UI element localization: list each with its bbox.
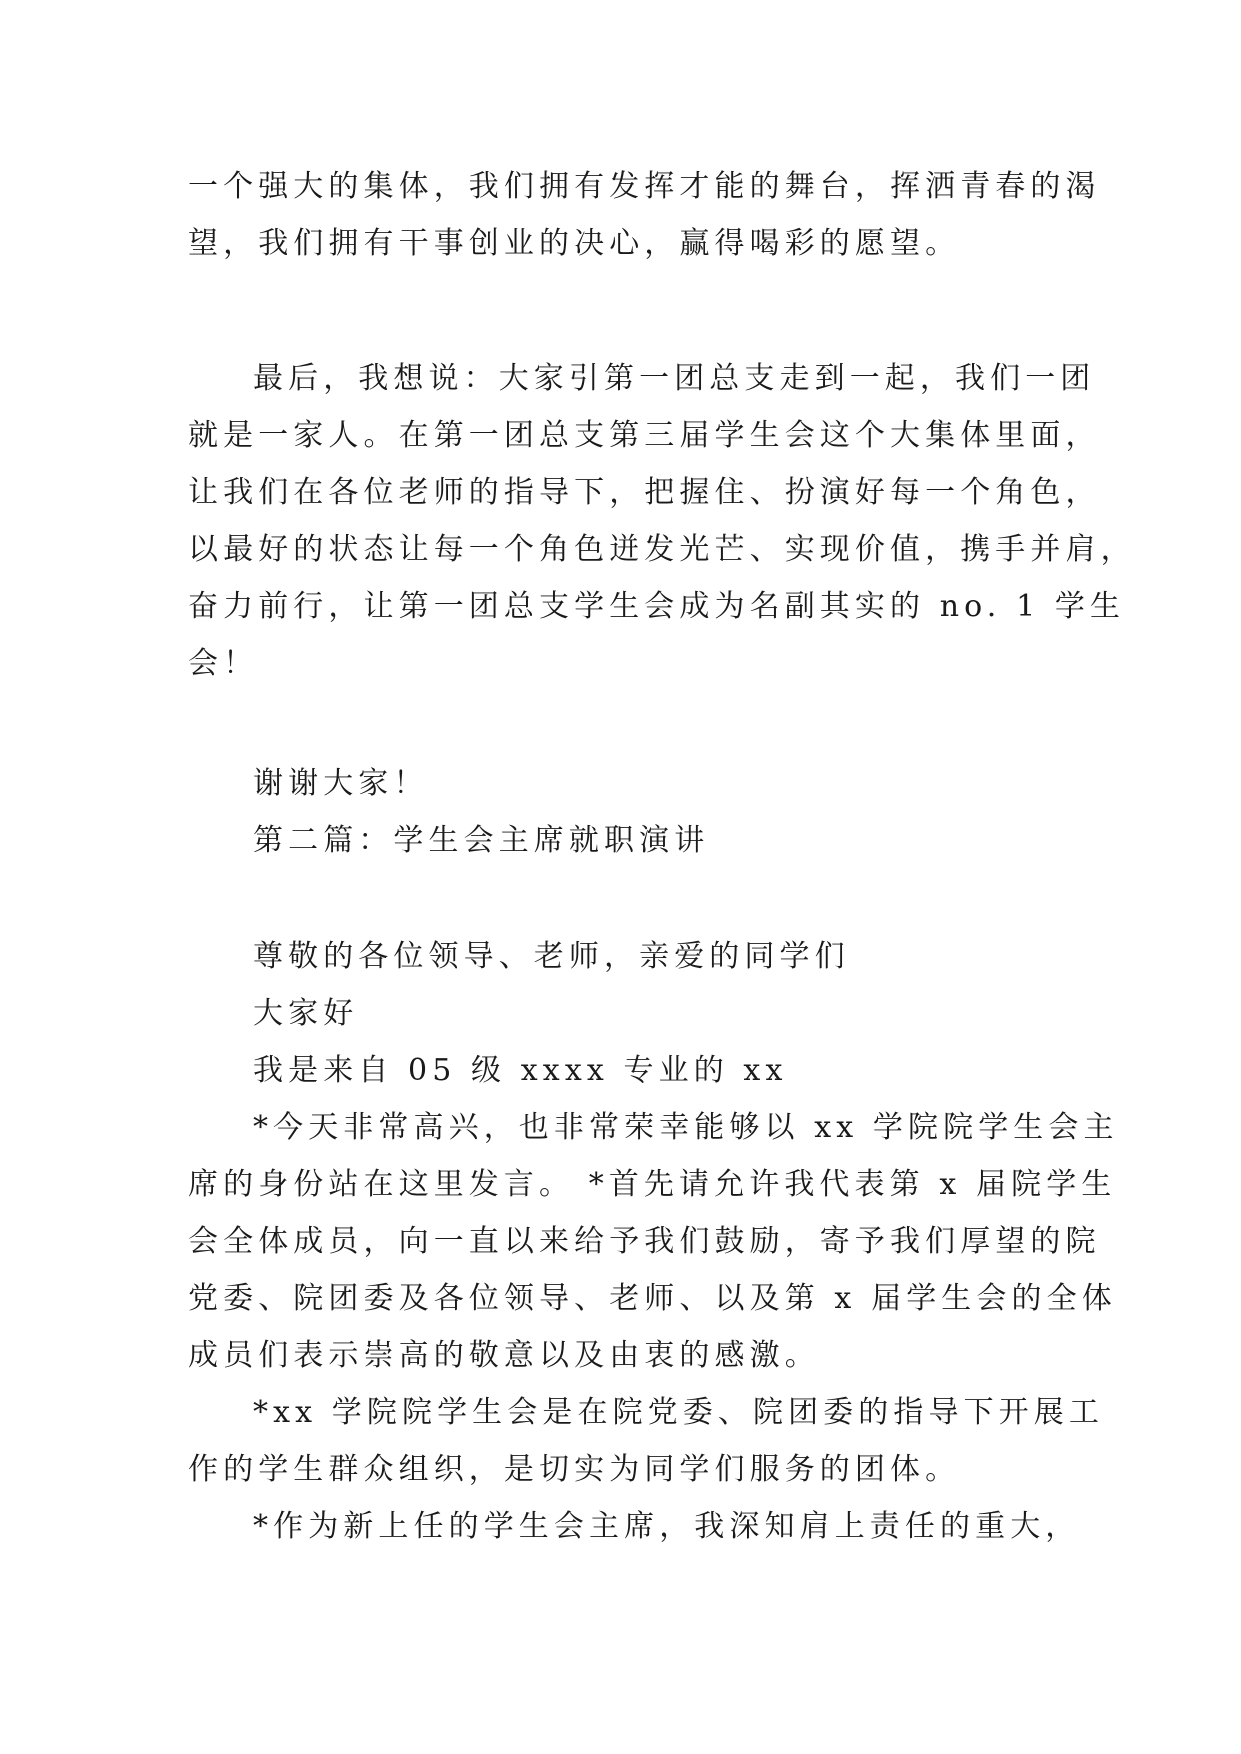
body-text-line: 一个强大的集体，我们拥有发挥才能的舞台，挥洒青春的渴 (188, 169, 1101, 204)
body-text-line: 作的学生群众组织，是切实为同学们服务的团体。 (188, 1452, 961, 1487)
body-text-line: 成员们表示崇高的敬意以及由衷的感激。 (188, 1338, 820, 1373)
closing-line: 谢谢大家！ (253, 766, 429, 801)
body-text-line: 让我们在各位老师的指导下，把握住、扮演好每一个角色， (188, 475, 1101, 510)
body-text-line: 席的身份站在这里发言。 *首先请允许我代表第 x 届院学生 (188, 1167, 1117, 1202)
body-text-line: 望，我们拥有干事创业的决心，赢得喝彩的愿望。 (188, 226, 961, 261)
body-text-line: 会全体成员，向一直以来给予我们鼓励，寄予我们厚望的院 (188, 1224, 1101, 1259)
body-text-line: 会！ (188, 646, 259, 681)
body-text-line: 以最好的状态让每一个角色迸发光芒、实现价值，携手并肩， (188, 532, 1136, 567)
body-text-line: *作为新上任的学生会主席，我深知肩上责任的重大， (253, 1509, 1081, 1544)
body-text-line: 党委、院团委及各位领导、老师、以及第 x 届学生会的全体 (188, 1281, 1117, 1316)
body-text-line: 奋力前行，让第一团总支学生会成为名副其实的 no. 1 学生 (188, 589, 1126, 624)
greeting-line: 大家好 (253, 996, 359, 1031)
body-text-line: 最后，我想说：大家引第一团总支走到一起，我们一团 (253, 361, 1096, 396)
body-text-line: *xx 学院院学生会是在院党委、院团委的指导下开展工 (253, 1395, 1104, 1430)
intro-line: 我是来自 05 级 xxxx 专业的 xx (253, 1053, 788, 1088)
body-text-line: *今天非常高兴，也非常荣幸能够以 xx 学院院学生会主 (253, 1110, 1119, 1145)
salutation-line: 尊敬的各位领导、老师，亲爱的同学们 (253, 939, 850, 974)
body-text-line: 就是一家人。在第一团总支第三届学生会这个大集体里面， (188, 418, 1101, 453)
section-heading: 第二篇：学生会主席就职演讲 (253, 823, 710, 858)
